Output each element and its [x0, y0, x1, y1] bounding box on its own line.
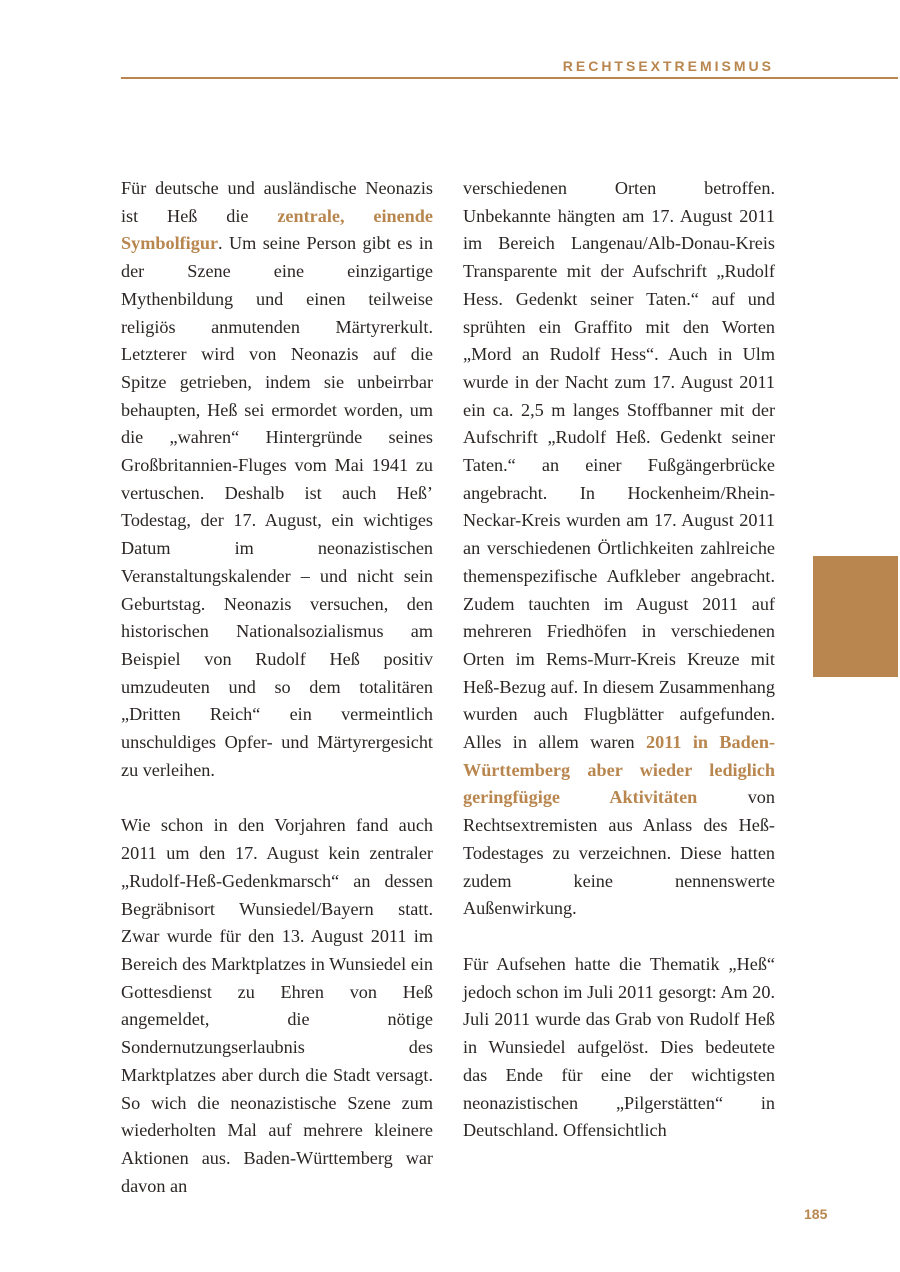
highlight-phrase: 2011 in Baden-Württemberg aber wieder lediglich geringfügige Aktivitäten	[463, 732, 776, 808]
running-head-title: RECHTSEXTREMISMUS	[562, 58, 774, 74]
page-number: 185	[804, 1206, 828, 1222]
paragraph-text: Für deutsche und ausländische Neonazis ist Heß die	[121, 178, 433, 226]
header-rule	[121, 77, 898, 79]
paragraph-gedenkmarsch: Wie schon in den Vorjahren fand auch 2011 um den 17. August kein zentraler „Rudolf-Heß-Gedenkmarsch“ an dessen Begräbnisort Wunsiedel/Bayern statt. Zwar wurde für den 13. August 2011 im Bereich des Marktplatzes in Wunsiedel ein Gottesdienst zu Ehren von Heß angemeldet, die nötige Sondernutzungserlaubnis des Marktplatzes aber durch die Stadt versagt. So wich die neonazistische Szene zum wiederholten Mal auf mehrere kleinere Aktionen aus. Baden-Württemberg war davon an	[121, 815, 433, 1196]
chapter-thumb-tab	[813, 556, 898, 677]
paragraph-text: . Um seine Person gibt es in der Szene eine einzigartige Mythenbildung und einen teilweise religiös anmutenden Märtyrerkult. Letzterer wird von Neonazis auf die Spitze getrieben, indem sie unbeirrbar behaupten, Heß sei ermordet worden, um die „wahren“ Hintergründe seines Großbritannien-Fluges vom Mai 1941 zu vertuschen. Deshalb ist auch Heß’ Todestag, der 17. August, ein wichtiges Datum im neonazistischen Veranstaltungskalender – und nicht sein Geburtstag. Neonazis versuchen, den historischen Nationalsozialismus am Beispiel von Rudolf Heß positiv umzudeuten und so dem totalitären „Dritten Reich“ ein vermeintlich unschuldiges Opfer- und Märtyrergesicht zu verleihen.	[121, 233, 433, 780]
paragraph-text: verschiedenen Orten betroffen. Unbekannte hängten am 17. August 2011 im Bereich Langenau/Alb-Donau-Kreis Transparente mit der Aufschrift „Rudolf Hess. Gedenkt seiner Taten.“ auf und sprühten ein Graffito mit den Worten „Mord an Rudolf Hess“. Auch in Ulm wurde in der Nacht zum 17. August 2011 ein ca. 2,5 m langes Stoffbanner mit der Aufschrift „Rudolf Heß. Gedenkt seiner Taten.“ an einer Fußgängerbrücke angebracht. In Hockenheim/Rhein-Neckar-Kreis wurden am 17. August 2011 an verschiedenen Örtlichkeiten zahlreiche themenspezifische Aufkleber angebracht. Zudem tauchten im August 2011 auf mehreren Friedhöfen in verschiedenen Orten im Rems-Murr-Kreis Kreuze mit Heß-Bezug auf. In diesem Zusammenhang wurden auch Flugblätter aufgefunden. Alles in allem waren	[463, 178, 775, 753]
highlight-phrase: zentrale, einende Symbolfigur	[121, 205, 433, 254]
paragraph-text: von Rechtsextremisten aus Anlass des Heß-Todestages zu verzeichnen. Diese hatten zudem keine nennenswerte Außenwirkung.	[463, 787, 775, 919]
text-column-right	[463, 175, 775, 1173]
paragraph-symbolfigur	[121, 175, 433, 784]
text-column-left	[121, 175, 433, 1228]
paragraph-grab: Für Aufsehen hatte die Thematik „Heß“ jedoch schon im Juli 2011 gesorgt: Am 20. Juli 2011 wurde das Grab von Rudolf Heß in Wunsiedel aufgelöst. Dies bedeutete das Ende für eine der wichtigsten neonazistischen „Pilgerstätten“ in Deutschland. Offensichtlich	[463, 953, 775, 1141]
paragraph-aktionen	[463, 175, 775, 923]
